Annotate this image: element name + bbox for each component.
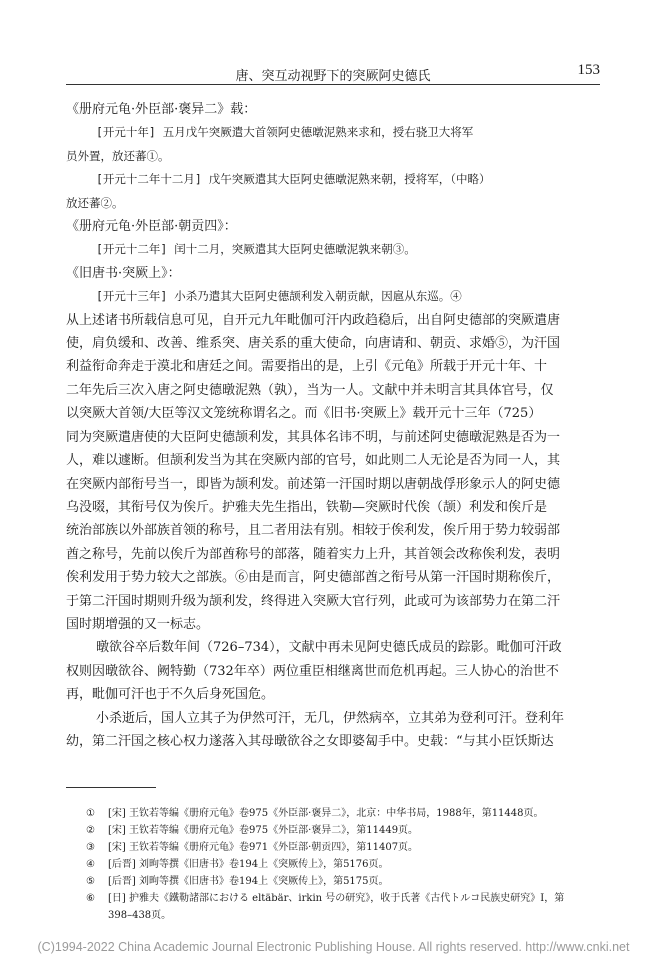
text-line: 俟利发用于势力较大之部族。⑥由是而言，阿史德部酋之衔号从第一汗国时期称俟斤， [66,570,561,586]
footnote [86,890,600,907]
text-line: 同为突厥遣唐使的大臣阿史德颉利发，其具体名讳不明，与前述阿史德暾泥熟是否为一 [66,429,561,445]
text-line: 国时期增强的又一标志。 [66,616,210,632]
footnote-text: [后晋] 刘昫等撰《旧唐书》卷194上《突厥传上》，第5176页。 [108,859,389,870]
footnote [86,805,600,822]
text-line: 统治部族以外部族首领的称号，且二者用法有别。相较于俟利发，俟斤用于势力较弱部 [66,523,561,539]
running-title: 唐、突互动视野下的突厥阿史德氏 [235,69,431,84]
footnote-mark: ② [86,825,95,836]
quote-line: [开元十年] 五月戊午突厥遣大首领阿史德暾泥熟来求和，授右骁卫大将军 [96,125,474,140]
footnote [86,856,600,873]
body-text [66,98,600,753]
footnote-text: [宋] 王钦若等编《册府元龟》卷975《外臣部·褒异二》，第11449页。 [108,825,419,836]
page-number: 153 [577,62,600,78]
quote-line: 员外置，放还蕃①。 [66,148,170,163]
text-line: 幼，第二汗国之核心权力遂落入其母暾欲谷之女即婆匐手中。史载：“与其小臣饫斯达 [66,733,554,749]
footnote [86,873,600,890]
footnote [86,839,600,856]
text-line: 《册府元龟·外臣部·褒异二》载： [66,102,257,117]
quote-line: [开元十三年] 小杀乃遣其大臣阿史德颉利发入朝贡献，因扈从东巡。④ [96,289,462,304]
footnotes [86,805,600,924]
text-line: 暾欲谷卒后数年间（726–734），文献中再未见阿史德氏成员的踪影。毗伽可汗政 [96,640,562,656]
text-line: 于第二汗国时期则升级为颉利发，终得进入突厥大官行列，此或可为该部势力在第二汗 [66,593,561,609]
text-line: 二年先后三次入唐之阿史德暾泥熟（孰），当为一人。文献中并未明言其具体官号，仅 [66,382,554,398]
text-line: 乌没啜，其衔号仅为俟斤。护雅夫先生指出，铁勒—突厥时代俟（颉）利发和俟斤是 [66,499,548,515]
text-line: 小杀逝后，国人立其子为伊然可汗，无几，伊然病卒，立其弟为登利可汗。登利年 [96,710,565,726]
quote-line: 放还蕃②。 [66,195,124,210]
footnote-continuation: 398–438页。 [108,910,172,921]
footnote-mark: ① [86,808,95,819]
text-line: 酋之称号，先前以俟斤为部酋称号的部落，随着实力上升，其首领会改称俟利发，表明 [66,546,561,562]
footnote-separator [66,787,156,788]
text-line: 再，毗伽可汗也于不久后身死国危。 [66,687,275,703]
text-line: 在突厥内部衔号当一，即皆为颉利发。前述第一汗国时期以唐朝战俘形象示人的阿史德 [66,476,561,492]
copyright-footer: (C)1994-2022 China Academic Journal Electronic Publishing House. All rights reserved. http://www.cnki.net [37,940,630,954]
text-line: 利益衔命奔走于漠北和唐廷之间。需要指出的是，上引《元龟》所载于开元十年、十 [66,359,548,375]
footnote-text: [日] 护雅夫《鐵勒諸部における eltäbär、irkin 号の研究》，收于氏著《古代トルコ民族史研究》Ⅰ，第 [108,893,565,904]
quote-line: [开元十二年十二月] 戊午突厥遣其大臣阿史德暾泥熟来朝，授将军，（中略） [96,172,491,187]
footnote-text: [后晋] 刘昫等撰《旧唐书》卷194上《突厥传上》，第5175页。 [108,876,389,887]
text-line: 人，难以遽断。但颉利发当为其在突厥内部的官号，如此则二人无论是否为同一人，其 [66,453,561,469]
footnote-mark: ③ [86,842,95,853]
footnote [86,822,600,839]
footnote-mark: ⑥ [86,893,95,904]
footnote-text: [宋] 王钦若等编《册府元龟》卷971《外臣部·朝贡四》，第11407页。 [108,842,419,853]
text-line: 以突厥大首领/大臣等汉文笼统称谓名之。而《旧书·突厥上》载开元十三年（725） [66,406,542,422]
footnote-mark: ⑤ [86,876,95,887]
text-line: 从上述诸书所载信息可见，自开元九年毗伽可汗内政趋稳后，出自阿史德部的突厥遣唐 [66,312,561,328]
running-header [66,62,600,85]
text-line: 《旧唐书·突厥上》： [66,265,181,281]
text-line: 权则因暾欲谷、阙特勤（732年卒）两位重臣相继离世而危机再起。三人协心的治世不 [66,663,559,679]
quote-line: [开元十二年] 闰十二月，突厥遣其大臣阿史德暾泥孰来朝③。 [96,242,416,257]
footnote-mark: ④ [86,859,95,870]
text-line: 使，肩负缓和、改善、维系突、唐关系的重大使命，向唐请和、朝贡、求婚⑤，为汗国 [66,336,561,352]
footnote-text: [宋] 王钦若等编《册府元龟》卷975《外臣部·褒异二》，北京：中华书局，1988年，第11448页。 [108,808,544,819]
text-line: 《册府元龟·外臣部·朝贡四》： [66,219,237,235]
